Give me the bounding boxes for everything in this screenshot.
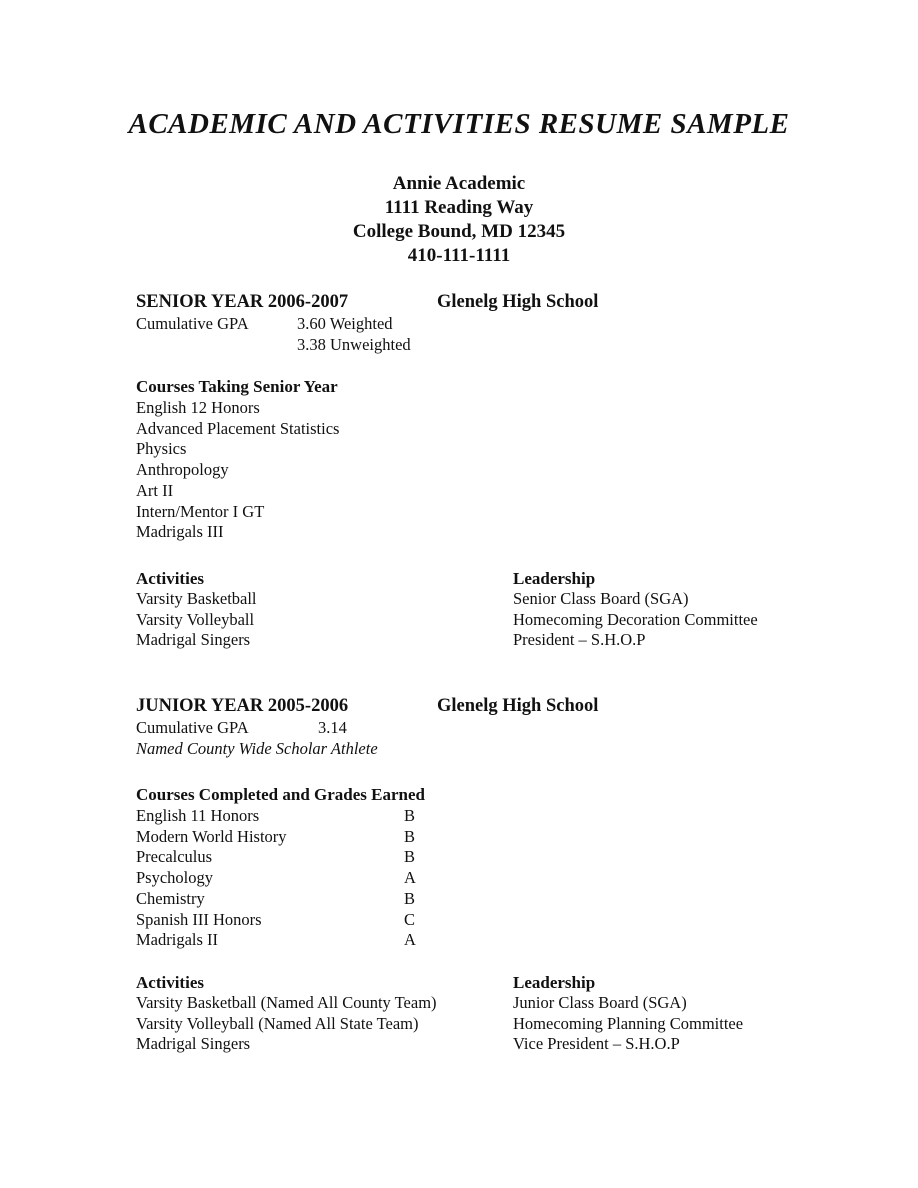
senior-gpa-row (136, 313, 816, 334)
junior-activities-heading: Activities (136, 972, 204, 992)
junior-leadership-column (513, 972, 816, 1055)
junior-course-name: Spanish III Honors (136, 909, 262, 929)
junior-leadership-item: Homecoming Planning Committee (513, 1013, 744, 1033)
senior-leadership-item: Homecoming Decoration Committee (513, 609, 758, 629)
senior-gpa-row-2 (136, 334, 816, 355)
junior-course-grade: B (404, 826, 416, 846)
senior-course-item: Madrigals III (136, 522, 224, 542)
senior-school-name: Glenelg High School (437, 292, 599, 312)
senior-activity-item: Madrigal Singers (136, 630, 251, 650)
junior-course-name: Precalculus (136, 847, 213, 867)
senior-gpa-label: Cumulative GPA (136, 314, 249, 333)
junior-course-name: Madrigals II (136, 930, 219, 950)
junior-course-grade: B (404, 888, 416, 908)
senior-year-heading: SENIOR YEAR 2006-2007 (136, 292, 349, 312)
senior-gpa-unweighted: 3.38 Unweighted (297, 335, 411, 354)
senior-course-item: English 12 Honors (136, 398, 260, 417)
junior-school-name: Glenelg High School (437, 696, 599, 717)
senior-courses-heading: Courses Taking Senior Year (136, 377, 338, 396)
junior-activity-item: Madrigal Singers (136, 1034, 251, 1054)
contact-phone: 410-111-1111 (407, 245, 511, 266)
junior-scholar-athlete-note: Named County Wide Scholar Athlete (136, 739, 378, 759)
junior-course-row (136, 847, 816, 868)
junior-course-name: Psychology (136, 868, 214, 888)
junior-course-row (136, 910, 816, 931)
junior-activity-item: Varsity Basketball (Named All County Team) (136, 992, 437, 1012)
senior-activities-leadership-columns (136, 568, 816, 651)
senior-activities-column (136, 568, 513, 651)
senior-leadership-column (513, 568, 816, 651)
junior-course-name: Modern World History (136, 826, 287, 846)
contact-address: 1111 Reading Way (384, 197, 534, 218)
section-senior-year (136, 291, 816, 651)
junior-year-heading: JUNIOR YEAR 2005-2006 (136, 696, 349, 717)
junior-course-row (136, 930, 816, 951)
senior-course-item: Intern/Mentor I GT (136, 501, 265, 521)
senior-leadership-heading: Leadership (513, 568, 596, 588)
senior-course-item: Physics (136, 439, 187, 459)
contact-city-state-zip: College Bound, MD 12345 (352, 221, 566, 242)
junior-course-row (136, 806, 816, 827)
junior-courses-heading: Courses Completed and Grades Earned (136, 785, 426, 805)
junior-course-row (136, 827, 816, 848)
senior-gpa-weighted: 3.60 Weighted (297, 314, 393, 333)
resume-body (136, 291, 816, 1055)
junior-gpa-row (136, 717, 816, 738)
senior-course-item: Anthropology (136, 460, 229, 480)
junior-course-grade: A (404, 930, 416, 950)
junior-activities-leadership-columns (136, 972, 816, 1055)
junior-leadership-item: Junior Class Board (SGA) (513, 992, 687, 1012)
junior-activity-item: Varsity Volleyball (Named All State Team) (136, 1013, 419, 1033)
junior-gpa-value: 3.14 (318, 718, 347, 738)
junior-leadership-item: Vice President – S.H.O.P (513, 1034, 680, 1054)
contact-name: Annie Academic (392, 173, 526, 194)
senior-leadership-item: President – S.H.O.P (513, 630, 646, 650)
junior-leadership-heading: Leadership (513, 972, 596, 992)
document-title: ACADEMIC AND ACTIVITIES RESUME SAMPLE (128, 108, 790, 140)
junior-course-grade: B (404, 806, 416, 826)
senior-activity-item: Varsity Basketball (136, 588, 257, 608)
junior-course-name: Chemistry (136, 888, 205, 908)
junior-gpa-label: Cumulative GPA (136, 718, 249, 738)
contact-block (0, 172, 918, 268)
junior-course-name: English 11 Honors (136, 806, 260, 826)
senior-leadership-item: Senior Class Board (SGA) (513, 588, 689, 608)
junior-course-grade: C (404, 909, 416, 929)
senior-year-header-row (136, 291, 816, 313)
section-junior-year (136, 695, 816, 1055)
senior-course-item: Art II (136, 480, 174, 500)
senior-activities-heading: Activities (136, 568, 204, 588)
junior-course-grade: B (404, 847, 416, 867)
junior-course-row (136, 889, 816, 910)
junior-course-row (136, 868, 816, 889)
junior-activities-column (136, 972, 513, 1055)
junior-year-header-row (136, 695, 816, 717)
senior-activity-item: Varsity Volleyball (136, 609, 255, 629)
junior-course-grade: A (404, 868, 416, 888)
senior-course-item: Advanced Placement Statistics (136, 418, 340, 438)
